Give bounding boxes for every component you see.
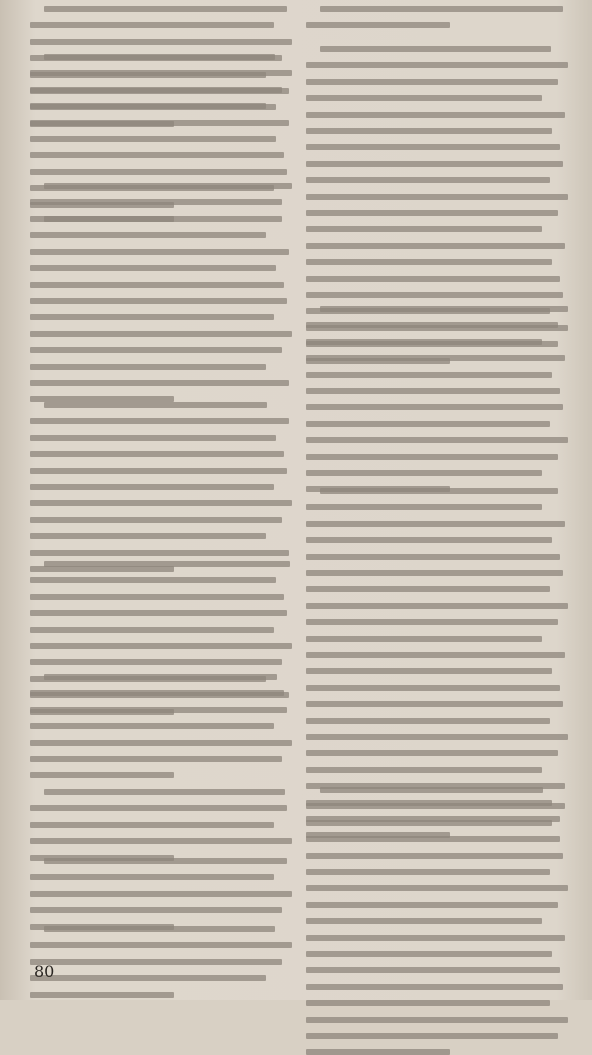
text-line-placeholder <box>306 537 552 543</box>
text-line-placeholder <box>30 152 284 158</box>
text-line-placeholder <box>30 380 289 386</box>
text-line-placeholder <box>306 259 552 265</box>
text-line-placeholder <box>306 454 558 460</box>
text-line-placeholder <box>30 468 287 474</box>
page-number: 80 <box>34 962 55 981</box>
text-line-placeholder <box>306 504 542 510</box>
text-line-placeholder <box>306 918 542 924</box>
text-line-placeholder <box>306 22 450 28</box>
text-line-placeholder <box>306 967 560 973</box>
text-line-placeholder <box>30 822 274 828</box>
text-line-placeholder <box>306 177 550 183</box>
text-line-placeholder <box>306 734 568 740</box>
text-line-placeholder <box>306 820 552 826</box>
text-line-placeholder <box>30 707 287 713</box>
text-line-placeholder <box>44 561 290 567</box>
text-line-placeholder <box>306 421 550 427</box>
text-line-placeholder <box>44 926 275 932</box>
text-line-placeholder <box>44 216 282 222</box>
text-line-placeholder <box>30 975 266 981</box>
text-line-placeholder <box>30 451 284 457</box>
text-line-placeholder <box>30 314 274 320</box>
text-line-placeholder <box>320 488 558 494</box>
text-line-placeholder <box>306 636 542 642</box>
text-line-placeholder <box>306 619 558 625</box>
text-line-placeholder <box>30 874 274 880</box>
text-line-placeholder <box>306 144 560 150</box>
text-line-placeholder <box>306 570 563 576</box>
text-line-placeholder <box>306 355 565 361</box>
text-line-placeholder <box>306 554 560 560</box>
text-line-placeholder <box>306 718 550 724</box>
text-line-placeholder <box>44 402 267 408</box>
text-line-placeholder <box>306 1017 568 1023</box>
text-line-placeholder <box>306 372 552 378</box>
text-line-placeholder <box>306 836 560 842</box>
text-line-placeholder <box>306 1033 558 1039</box>
text-line-placeholder <box>306 62 568 68</box>
text-line-placeholder <box>306 226 542 232</box>
text-line-placeholder <box>30 232 266 238</box>
text-line-placeholder <box>30 347 282 353</box>
text-line-placeholder <box>306 853 563 859</box>
text-line-placeholder <box>306 685 560 691</box>
text-line-placeholder <box>306 112 565 118</box>
text-line-placeholder <box>30 517 282 523</box>
text-line-placeholder <box>44 789 285 795</box>
text-line-placeholder <box>30 838 292 844</box>
text-line-placeholder <box>30 550 289 556</box>
text-line-placeholder <box>30 690 284 696</box>
text-line-placeholder <box>306 437 568 443</box>
text-line-placeholder <box>30 364 266 370</box>
text-line-placeholder <box>30 723 274 729</box>
text-line-placeholder <box>44 183 292 189</box>
text-line-placeholder <box>30 959 282 965</box>
text-line-placeholder <box>320 6 563 12</box>
text-line-placeholder <box>306 194 568 200</box>
text-line-placeholder <box>30 169 287 175</box>
text-line-placeholder <box>30 533 266 539</box>
text-line-placeholder <box>30 249 289 255</box>
text-line-placeholder <box>306 984 563 990</box>
text-line-placeholder <box>30 70 292 76</box>
text-line-placeholder <box>306 470 542 476</box>
text-line-placeholder <box>306 1049 450 1055</box>
text-line-placeholder <box>306 388 560 394</box>
text-line-placeholder <box>306 668 552 674</box>
text-line-placeholder <box>44 54 275 60</box>
text-line-placeholder <box>320 306 568 312</box>
text-line-placeholder <box>44 858 287 864</box>
text-line-placeholder <box>306 603 568 609</box>
text-line-placeholder <box>306 869 550 875</box>
text-line-placeholder <box>30 992 174 998</box>
text-line-placeholder <box>306 95 542 101</box>
text-line-placeholder <box>30 627 274 633</box>
text-line-placeholder <box>306 803 565 809</box>
text-line-placeholder <box>30 418 289 424</box>
text-line-placeholder <box>30 331 292 337</box>
text-line-placeholder <box>30 282 284 288</box>
text-line-placeholder <box>306 902 558 908</box>
text-line-placeholder <box>30 942 292 948</box>
text-line-placeholder <box>320 787 543 793</box>
text-line-placeholder <box>306 292 563 298</box>
text-line-placeholder <box>306 586 550 592</box>
text-line-placeholder <box>30 199 282 205</box>
text-line-placeholder <box>30 891 292 897</box>
text-line-placeholder <box>30 120 289 126</box>
text-line-placeholder <box>306 128 552 134</box>
text-line-placeholder <box>30 594 284 600</box>
text-line-placeholder <box>30 772 174 778</box>
text-line-placeholder <box>306 767 542 773</box>
text-line-placeholder <box>306 750 558 756</box>
text-line-placeholder <box>306 1000 550 1006</box>
text-line-placeholder <box>30 659 282 665</box>
text-line-placeholder <box>30 87 282 93</box>
text-line-placeholder <box>30 103 266 109</box>
text-line-placeholder <box>30 805 287 811</box>
text-line-placeholder <box>30 265 276 271</box>
text-line-placeholder <box>30 643 292 649</box>
text-line-placeholder <box>30 484 274 490</box>
text-line-placeholder <box>30 500 292 506</box>
text-line-placeholder <box>30 39 292 45</box>
text-line-placeholder <box>306 276 560 282</box>
text-line-placeholder <box>30 298 287 304</box>
text-line-placeholder <box>30 22 274 28</box>
text-line-placeholder <box>306 79 558 85</box>
text-line-placeholder <box>306 161 563 167</box>
text-line-placeholder <box>44 6 287 12</box>
text-line-placeholder <box>30 907 282 913</box>
text-line-placeholder <box>306 935 565 941</box>
text-line-placeholder <box>30 756 282 762</box>
text-line-placeholder <box>306 210 558 216</box>
text-line-placeholder <box>306 404 563 410</box>
text-line-placeholder <box>30 577 276 583</box>
text-line-placeholder <box>306 521 565 527</box>
text-line-placeholder <box>306 652 565 658</box>
text-line-placeholder <box>306 322 558 328</box>
text-line-placeholder <box>30 740 292 746</box>
text-line-placeholder <box>30 610 287 616</box>
text-line-placeholder <box>306 701 563 707</box>
text-line-placeholder <box>30 136 276 142</box>
text-line-placeholder <box>44 674 277 680</box>
text-line-placeholder <box>320 46 551 52</box>
text-line-placeholder <box>306 951 552 957</box>
text-line-placeholder <box>30 435 276 441</box>
text-line-placeholder <box>306 243 565 249</box>
text-line-placeholder <box>306 339 542 345</box>
text-line-placeholder <box>306 885 568 891</box>
